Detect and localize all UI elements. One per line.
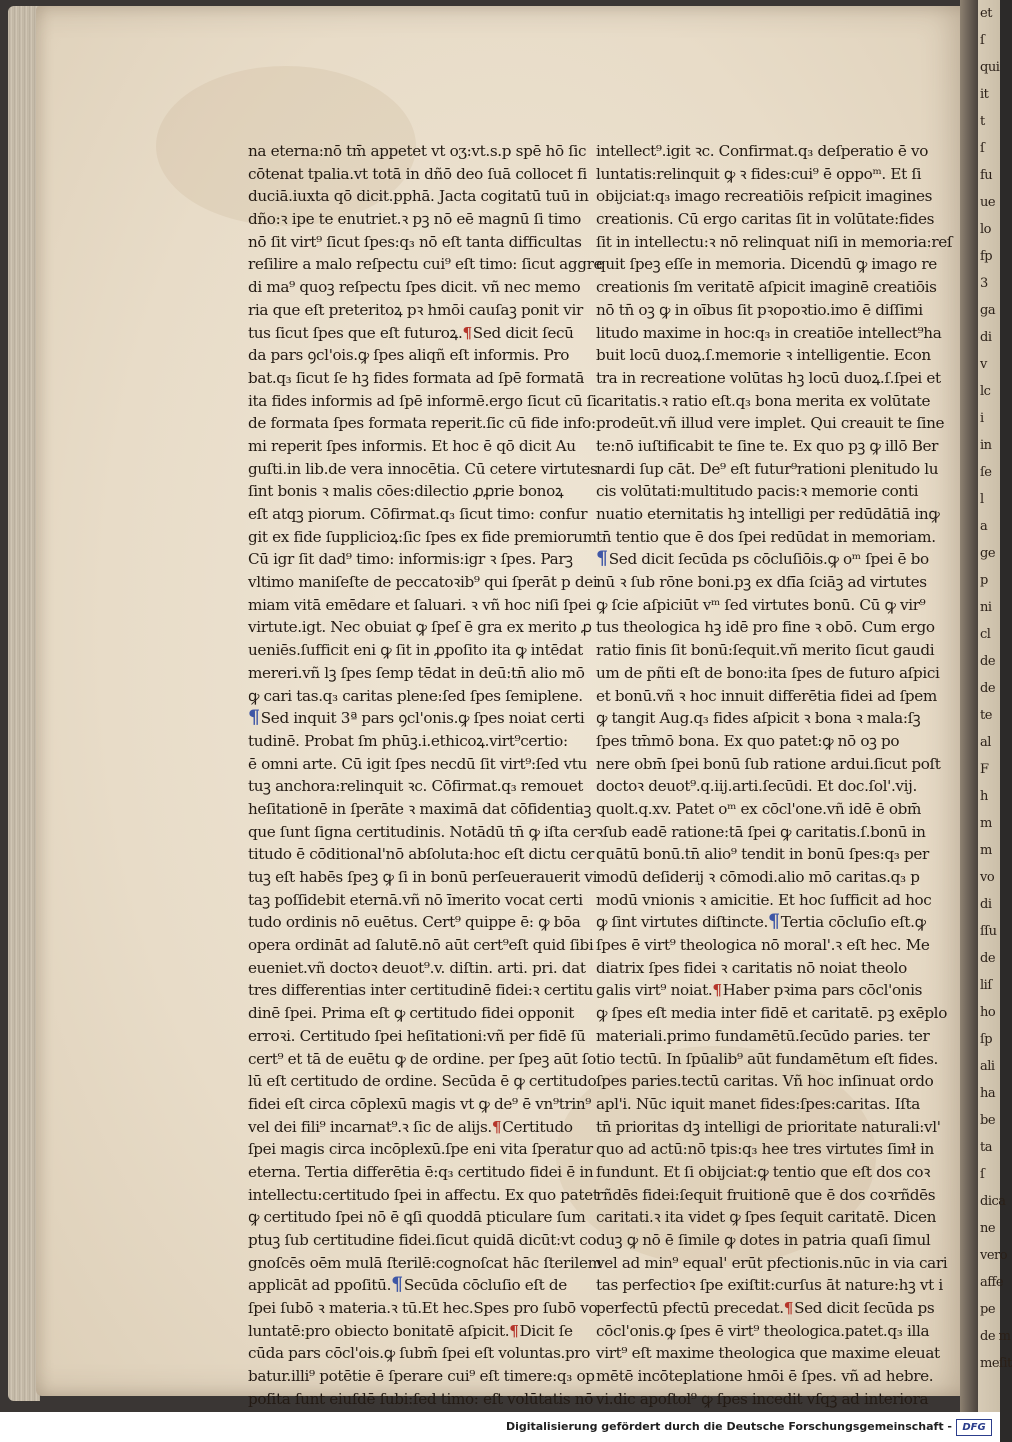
facing-page-fragment: t (980, 114, 985, 129)
facing-page-fragment: de (980, 654, 996, 669)
text-line (248, 594, 592, 617)
text-line (596, 1070, 934, 1093)
line-text: ꝙ ſcie aſpiciūt vᵐ ſed virtutes bonū. Cū ꝙ vir⁹ (596, 595, 926, 614)
line-text: cōcl'onis.ꝙ ſpes ē virt⁹ theologica.patet.q₃ illa (596, 1321, 930, 1340)
facing-page-fragment: de (980, 951, 996, 966)
line-text: ē omni arte. Cū igit ſpes necdū ſit virt⁹:ſed vtu (248, 754, 587, 773)
line-text: titudo ē cōditional'nō abſoluta:hoc eſt dictu cer (248, 845, 594, 864)
footer-bar (0, 1412, 1000, 1442)
dfg-logo: DFG (956, 1419, 992, 1436)
line-text: intellectu:certitudo ſpei in affectu. Ex quo patet (248, 1185, 599, 1204)
line-text: de formata ſpes formata reperit.ſic cū fide info: (248, 414, 596, 433)
line-text: nō tn̄ oꝫ ꝙ in oībus ſit pꝛopoꝛtio.imo ē diſſimi (596, 300, 923, 319)
line-text-after-rubric: Dicit ſe (519, 1321, 573, 1340)
text-line (248, 185, 589, 208)
text-line (596, 526, 936, 549)
facing-page-fragment: m (980, 816, 992, 831)
facing-page-fragment: ali (980, 1059, 995, 1074)
text-line (248, 1116, 578, 1139)
facing-page-fragment: be (980, 1113, 996, 1128)
facing-page-fragment: lo (980, 222, 991, 237)
line-text: quo ad actū:nō tpis:q₃ hee tres virtutes ſimł in (596, 1140, 934, 1159)
text-line (248, 1297, 598, 1320)
text-line (596, 753, 941, 776)
facing-page-fragment: de (980, 681, 996, 696)
text-line (596, 344, 931, 367)
text-line (596, 390, 931, 413)
line-text: ptuꝫ ſub certitudine fidei.ſicut quidā dicūt:vt co (248, 1231, 597, 1249)
line-text: lū eſt certitudo de ordine. Secūda ē ꝙ certitudo (248, 1072, 597, 1091)
line-text: tn̄ prioritas dꝫ intelligi de prioritate naturali:vl' (596, 1117, 941, 1136)
line-text: apl'i. Nūc iquit manet fides:ſpes:caritas. Iſta (596, 1094, 920, 1113)
text-line (596, 1206, 937, 1229)
text-line (596, 185, 933, 208)
line-text: Cū igr ſit dad⁹ timo: informis:igr ꝛ ſpes. Parꝫ (248, 550, 573, 569)
text-line (248, 1365, 595, 1388)
line-text: virt⁹ eſt maxime theologica que maxime eleuat (596, 1344, 940, 1363)
line-text: tus theologica hꝫ idē pro fine ꝛ obō. Cum ergo (596, 618, 935, 637)
text-line (596, 458, 939, 481)
text-line (596, 1365, 934, 1388)
line-text: dinē ſpei. Prima eſt ꝙ certitudo fidei opponit (248, 1004, 574, 1023)
text-line (596, 1229, 931, 1252)
line-text: ſpei magis circa incōplexū.ſpe eni vita ſperatur (248, 1140, 593, 1159)
text-line (248, 1229, 597, 1252)
line-text-after-rubric: Sed dicit ſecūda ps (794, 1299, 935, 1318)
text-line (596, 1138, 934, 1161)
text-line (248, 685, 583, 708)
line-text: tuꝫ eſt habēs ſpeꝫ ꝙ ſi in bonū perſeuerauerit vi (248, 868, 598, 886)
text-line (248, 1320, 578, 1343)
line-text: reſilire a malo reſpectu cui⁹ eſt timo: ſicut aggre (248, 255, 603, 274)
text-line (596, 1388, 929, 1411)
text-line (596, 140, 929, 163)
facing-page-fragment: vo (980, 870, 995, 885)
text-line (248, 616, 592, 639)
text-line (248, 798, 591, 821)
text-line (596, 1048, 938, 1071)
line-text: da pars ꝯcl'ois.ꝙ ſpes aliqñ eſt informis. Pro (248, 346, 570, 365)
facing-page-sliver (978, 0, 1012, 1412)
text-line (248, 934, 594, 957)
line-text: ꝛſub eadē ratione:tā ſpei ꝙ caritatis.ſ.bonū in (596, 822, 926, 841)
line-text: ſpes paries.tectū caritas. Vñ hoc inſinuat ordo (596, 1072, 934, 1091)
text-line (248, 753, 587, 776)
line-text: vi.dic apoſtol⁹ ꝙ ſpes incedit vſqꝫ ad interiora (596, 1389, 929, 1408)
line-text: ita fides informis ad ſpē informē.ergo ſicut cū ſi (248, 391, 597, 410)
line-text: um de pñti eſt de bono:ita ſpes de futuro aſpici (596, 663, 940, 682)
line-text: duꝫ ꝙ nō ē ſimile ꝙ dotes in patria quaſi ſimul (596, 1231, 931, 1249)
line-text: vltimo maniſeſte de peccatoꝛib⁹ qui ſperāt p dei (248, 573, 598, 592)
line-text: modū vnionis ꝛ amicitie. Et hoc ſufficit ad hoc (596, 890, 932, 909)
line-text: diatrix ſpes fidei ꝛ caritatis nō noiat theolo (596, 958, 907, 977)
text-line (248, 208, 581, 231)
rubric-paragraph-mark: ¶ (712, 981, 722, 1000)
line-text: applicāt ad ppoſitū. (248, 1276, 392, 1295)
text-line (596, 367, 941, 390)
text-line (248, 639, 583, 662)
text-line (248, 299, 583, 322)
text-line (248, 1274, 578, 1297)
text-column-left (248, 140, 603, 1411)
rubric-paragraph-mark: ¶ (391, 1273, 403, 1296)
facing-page-fragment: dica (980, 1194, 1006, 1209)
line-text: git ex fide ſupplicioꝝ:ſic ſpes ex fide premiorum (248, 527, 597, 546)
line-text: obijciat:q₃ imago recreatiōis reſpicit imagines (596, 187, 933, 206)
text-line (596, 957, 926, 980)
facing-page-fragment: ſ (980, 33, 985, 48)
facing-page-fragment: lc (980, 384, 991, 399)
line-text: mi reperit ſpes informis. Et hoc ē qō dicit Au (248, 436, 576, 455)
text-line (596, 1184, 936, 1207)
line-text: eterna. Tertia differētia ē:q₃ certitudo fidei ē in (248, 1162, 594, 1181)
text-line (596, 208, 935, 231)
text-line (248, 1161, 594, 1184)
facing-page-fragment: v (980, 357, 987, 372)
line-text: quit ſpeꝫ eſſe in memoria. Dicendū ꝙ imago re (596, 255, 937, 274)
facing-page-fragment: qui (980, 60, 1000, 75)
line-text: luntatis:relinquit ꝙ ꝛ fides:cui⁹ ē oppoᵐ. Et ſi (596, 164, 922, 183)
facing-page-fragment: ta (980, 1140, 992, 1155)
line-text: ꝙ certitudo ſpei nō ē ꝗſi quoddā pticulare ſum (248, 1208, 586, 1227)
line-text: ueniēs.ſufficit eni ꝙ ſit in ꝓpoſito ita ꝙ intēdat (248, 641, 583, 660)
facing-page-fragment: m (980, 843, 992, 858)
text-line (596, 866, 926, 889)
facing-page-fragment: ni (980, 600, 992, 615)
line-text: dño:ꝛ ipe te enutriet.ꝛ pꝫ nō eē magnū ſi timo (248, 210, 581, 229)
facing-page-fragment: ſſu (980, 924, 997, 939)
facing-page-fragment: h (980, 789, 988, 804)
line-text: fundunt. Et ſi obijciat:ꝙ tentio que eſt dos coꝛ (596, 1162, 931, 1181)
text-line (596, 480, 926, 503)
line-text: buit locū duoꝝ.ſ.memorie ꝛ intelligentie. Econ (596, 346, 931, 365)
facing-page-fragment: pe (980, 1302, 996, 1317)
text-column-right (596, 140, 953, 1411)
line-text: opera ordināt ad ſalutē.nō aūt cert⁹eſt quid ſibi (248, 936, 594, 955)
facing-page-fragment: ha (980, 1086, 996, 1101)
text-line (248, 730, 578, 753)
line-text: tres differentias inter certitudinē fidei:ꝛ certitu (248, 981, 593, 1000)
facing-page-fragment: in (980, 438, 992, 453)
text-line (248, 367, 585, 390)
line-text: guſti.in lib.de vera innocētia. Cū cetere virtutes (248, 459, 598, 478)
line-text: di ma⁹ quoꝫ reſpectu ſpes dicit. vñ nec memo (248, 278, 581, 297)
text-line (248, 911, 581, 934)
line-text-after-rubric: Sed dicit ſecū (472, 323, 574, 342)
funding-notice: Digitalisierung gefördert durch die Deutsche Forschungsgemeinschaft - (505, 1420, 952, 1433)
text-line (596, 276, 937, 299)
line-text: nardi ſup cāt. De⁹ eſt futur⁹rationi plenitudo lu (596, 459, 939, 478)
text-line (248, 458, 598, 481)
rubric-paragraph-mark: ¶ (491, 1117, 502, 1136)
text-line (248, 1048, 596, 1071)
text-line (248, 957, 586, 980)
line-text: cis volūtati:multitudo pacis:ꝛ memorie conti (596, 482, 919, 501)
text-line (248, 435, 578, 458)
text-line (248, 775, 584, 798)
text-line (596, 1297, 935, 1320)
text-line (248, 231, 582, 254)
line-text: ꝙ tangit Aug.q₃ fides aſpicit ꝛ bona ꝛ mala:ſꝫ (596, 709, 921, 728)
line-text: vel ad min⁹ equal' erūt pfectionis.nūc in via cari (596, 1253, 948, 1272)
line-text: ꝙ cari tas.q₃ caritas plene:ſed ſpes ſemiplene. (248, 686, 583, 705)
facing-page-fragment: i (980, 411, 984, 426)
text-line (596, 639, 935, 662)
line-text: miam vitā emēdare et ſaluari. ꝛ vñ hoc niſi ſpei (248, 595, 592, 614)
line-text: cert⁹ et tā de euētu ꝙ de ordine. per ſpeꝫ aūt ſo (248, 1049, 596, 1068)
text-line (596, 163, 926, 186)
line-text: modū deſiderij ꝛ cōmodi.alio mō caritas.q₃ p (596, 868, 920, 886)
facing-page-fragment: 3 (980, 276, 988, 291)
text-line (596, 503, 940, 526)
facing-page-fragment: vero (980, 1248, 1008, 1263)
text-line (248, 322, 578, 345)
text-line (248, 344, 578, 367)
text-line (596, 1025, 930, 1048)
line-text: erroꝛi. Certitudo ſpei heſitationi:vñ per fidē ſū (248, 1026, 586, 1045)
line-text: perfectū pfectū precedat. (596, 1299, 784, 1318)
line-text: heſitationē in ſperāte ꝛ maximā dat cōfidentiaꝫ (248, 799, 591, 818)
text-line (596, 843, 929, 866)
line-text: fidei eſt circa cōplexū magis vt ꝙ de⁹ ē vn⁹trin⁹ (248, 1094, 592, 1113)
text-line (248, 1252, 602, 1275)
text-line (596, 911, 926, 934)
text-line (596, 1252, 948, 1275)
text-line (596, 435, 939, 458)
line-text: nuatio eternitatis hꝫ intelligi per redūdātiā inꝙ (596, 505, 940, 523)
line-text: litudo maxime in hoc:q₃ in creatiōe intellect⁹ha (596, 323, 942, 342)
line-text: tra in recreatione volūtas hꝫ locū duoꝝ.ſ.ſpei et (596, 368, 941, 387)
facing-page-fragment: liſ (980, 978, 992, 993)
text-line (248, 526, 597, 549)
facing-page-fragment: di (980, 330, 992, 345)
text-line (248, 253, 603, 276)
facing-page-fragment: ga (980, 303, 996, 318)
text-line (596, 798, 926, 821)
facing-page-fragment: ſ (980, 141, 985, 156)
text-line (248, 412, 596, 435)
text-line (248, 140, 587, 163)
facing-page-fragment: l (980, 492, 984, 507)
text-line (596, 1093, 926, 1116)
facing-page-fragment: ſe (980, 465, 992, 480)
text-line (596, 1274, 943, 1297)
line-text-after-rubric: Haber pꝛima pars cōcl'onis (722, 981, 923, 1000)
line-text: prodeūt.vñ illud vere implet. Qui creauit te ſine (596, 414, 945, 433)
line-text: poſita ſunt eiuſdē ſubi:ſed timo: eſt volūtatis nō (248, 1389, 594, 1408)
facing-page-fragment: cl (980, 627, 991, 642)
text-line (248, 1342, 591, 1365)
line-text: na eterna:nō tm̄ appetet vt oʒ:vt.s.p spē hō ſic (248, 142, 587, 160)
rubric-paragraph-mark: ¶ (462, 323, 472, 342)
line-text-after-rubric: Tertia cōcluſio eſt.ꝙ (780, 913, 926, 932)
line-text-after-rubric: Sed dicit ſecūda ps cōcluſiōis.ꝙ oᵐ ſpei ē bo (608, 550, 929, 569)
line-text: taꝫ poſſidebit eternā.vñ nō īmerito vocat certi (248, 890, 583, 909)
line-text: intellect⁹.igit ꝛc. Confirmat.q₃ deſperatio ē vo (596, 142, 929, 160)
line-text: et bonū.vñ ꝛ hoc innuit differētia fidei ad ſpem (596, 686, 937, 705)
text-line (596, 231, 953, 254)
line-text: creationis. Cū ergo caritas ſit in volūtate:fides (596, 210, 935, 229)
line-text: gnoſcēs oēm mulā ſterilē:cognoſcat hāc ſterilem (248, 1253, 602, 1272)
text-line (596, 1002, 947, 1025)
text-line (596, 730, 926, 753)
facing-page-fragment: di (980, 897, 992, 912)
text-line (596, 322, 942, 345)
text-line (248, 889, 583, 912)
line-text-after-rubric: Sed inquit 3ª pars ꝯcl'onis.ꝙ ſpes noiat certi (260, 709, 585, 728)
text-line (248, 1070, 597, 1093)
facing-page-fragment: it (980, 87, 989, 102)
line-text: virtute.igt. Nec obuiat ꝙ ſpeſ ē gra ex merito ꝓ (248, 618, 592, 637)
line-text: mētē incōteplatione hmōi ē ſpes. vñ ad hebre. (596, 1367, 934, 1386)
line-text: bat.q₃ ſicut ſe hꝫ fides formata ad ſpē formatā (248, 368, 585, 387)
text-line (248, 1025, 586, 1048)
line-text: cōtenat tpalia.vt totā in dñō deo ſuā collocet fi (248, 164, 587, 183)
facing-page-fragment: a (980, 519, 988, 534)
facing-page-fragment: p (980, 573, 988, 588)
text-line (596, 775, 926, 798)
line-text: caritati.ꝛ ita videt ꝙ ſpes ſequit caritatē. Dicen (596, 1208, 937, 1227)
line-text: ſpei ſubō ꝛ materia.ꝛ tū.Et hec.Spes pro ſubō vo (248, 1299, 598, 1318)
facing-page-fragment: affe (980, 1275, 1004, 1290)
text-line (596, 889, 932, 912)
text-line (596, 412, 945, 435)
line-text: batur.illi⁹ potētie ē ſperare cui⁹ eſt timere:q₃ op (248, 1367, 595, 1386)
line-text: vel dei fili⁹ incarnat⁹.ꝛ ſic de alijs. (248, 1117, 492, 1136)
facing-page-fragment: ge (980, 546, 996, 561)
text-line (248, 1093, 592, 1116)
text-line (596, 1116, 941, 1139)
rubric-paragraph-mark: ¶ (768, 910, 780, 933)
line-text: nere obm̄ ſpei bonū ſub ratione ardui.ſicut poſt (596, 754, 941, 773)
facing-page-fragment: meſit (980, 1356, 1012, 1371)
text-line (248, 866, 598, 889)
text-line (596, 1320, 930, 1343)
line-text: eueniet.vñ doctoꝛ deuot⁹.v. diſtin. arti. pri. dat (248, 958, 586, 977)
text-line (248, 1206, 586, 1229)
line-text: duciā.iuxta qō dicit.pphā. Jacta cogitatū tuū in (248, 187, 589, 206)
text-line (596, 253, 937, 276)
text-line (596, 299, 926, 322)
rubric-paragraph-mark: ¶ (248, 706, 260, 729)
text-line (248, 1138, 593, 1161)
facing-page-fragment: et (980, 6, 992, 21)
line-text: tudo ordinis nō euētus. Cert⁹ quippe ē: ꝙ bōa (248, 913, 581, 932)
text-line (596, 1161, 931, 1184)
line-text: tio tectū. In ſpūalib⁹ aūt fundamētum eſt fides. (596, 1049, 938, 1068)
line-text: ſit in intellectu:ꝛ nō relinquat niſi in memoria:reſ (596, 232, 953, 251)
facing-page-fragment: de m (980, 1329, 1011, 1344)
line-text: nū ꝛ ſub rōne boni.pꝫ ex dfīa ſciāꝫ ad virtutes (596, 573, 927, 592)
text-line (596, 571, 926, 594)
rubric-paragraph-mark: ¶ (783, 1299, 794, 1318)
line-text: creationis ſm veritatē aſpicit imaginē creatiōis (596, 278, 937, 297)
line-text: ſpes ē virt⁹ theologica nō moral'.ꝛ eſt hec. Me (596, 936, 930, 955)
text-line (596, 616, 935, 639)
text-line (596, 821, 926, 844)
text-line (248, 548, 578, 571)
text-line (248, 979, 593, 1002)
line-text: caritatis.ꝛ ratio eſt.q₃ bona merita ex volūtate (596, 391, 931, 410)
line-text: quolt.q.xv. Patet oᵐ ex cōcl'one.vñ idē ē obm̄ (596, 799, 922, 818)
text-line (248, 390, 597, 413)
line-text: ſint bonis ꝛ malis cōes:dilectio ꝓꝓrie bonoꝝ (248, 482, 564, 501)
text-line (248, 1002, 578, 1025)
line-text: te:nō iuſtificabit te ſine te. Ex quo pꝫ ꝙ illō Ber (596, 436, 939, 455)
text-line (248, 480, 578, 503)
line-text: materiali.primo fundamētū.ſecūdo paries. ter (596, 1026, 930, 1045)
facing-page-fragment: fp (980, 249, 993, 264)
line-text: tas perfectioꝛ ſpe exiſtit:curſus āt nature:hꝫ vt i (596, 1276, 943, 1295)
line-text: mereri.vñ lꝫ ſpes ſemp tēdat in deū:tn̄ alio mō (248, 663, 585, 682)
facing-page-fragment: ue (980, 195, 996, 210)
line-text: ſpes tm̄mō bona. Ex quo patet:ꝙ nō oꝫ po (596, 731, 900, 750)
facing-page-fragment: ne (980, 1221, 996, 1236)
facing-page-fragment: F (980, 762, 989, 777)
text-line (248, 821, 597, 844)
facing-page-fragment: ſp (980, 1032, 993, 1047)
text-line (596, 662, 940, 685)
line-text: tudinē. Probat ſm phūꝫ.i.ethicoꝝ.virt⁹certio: (248, 731, 568, 750)
text-line (248, 276, 581, 299)
text-line (248, 163, 587, 186)
text-line (248, 503, 588, 526)
line-text: tuꝫ anchora:relinquit ꝛc. Cōfirmat.q₃ remouet (248, 777, 584, 796)
line-text: tn̄ tentio que ē dos ſpei redūdat in memoriam. (596, 527, 936, 546)
text-line (248, 1388, 594, 1411)
line-text: ꝙ ſpes eſt media inter fidē et caritatē. pꝫ exēplo (596, 1004, 947, 1023)
text-line (248, 571, 598, 594)
line-text: ratio finis ſit bonū:ſequit.vñ merito ſicut gaudi (596, 641, 935, 660)
text-line (596, 594, 926, 617)
line-text-after-rubric: Secūda cōcluſio eſt de (403, 1276, 567, 1295)
line-text-after-rubric: Certitudo (502, 1117, 573, 1136)
line-text: ria que eſt preteritoꝝ pꝛ hmōi cauſaꝫ ponit vir (248, 300, 583, 319)
facing-page-fragment: fu (980, 168, 993, 183)
text-line (596, 707, 926, 730)
line-text: doctoꝛ deuot⁹.q.iij.arti.ſecūdi. Et doc.ſol'.vij. (596, 777, 918, 796)
text-line (248, 1184, 599, 1207)
text-line (596, 979, 926, 1002)
text-line (596, 934, 930, 957)
facing-page-fragment: ſ (980, 1167, 985, 1182)
line-text: nō ſit virt⁹ ſicut ſpes:q₃ nō eſt tanta difficultas (248, 232, 582, 251)
facing-page-fragment: al (980, 735, 991, 750)
text-line (596, 547, 929, 571)
line-text: eſt atqꝫ piorum. Cōfirmat.q₃ ſicut timo: confur (248, 505, 588, 523)
text-line (248, 706, 585, 730)
rubric-paragraph-mark: ¶ (596, 547, 608, 570)
line-text: rñdēs fidei:ſequit fruitionē que ē dos coꝛrñdēs (596, 1185, 936, 1204)
line-text: ꝙ ſint virtutes diſtincte. (596, 913, 768, 932)
text-line (596, 1342, 940, 1365)
line-text: cūda pars cōcl'ois.ꝙ ſubm̄ ſpei eſt voluntas.pro (248, 1344, 591, 1363)
text-line (248, 662, 585, 685)
line-text: galis virt⁹ noiat. (596, 981, 713, 1000)
line-text: que ſunt ſigna certitudinis. Notādū tn̄ ꝙ iſta cer (248, 822, 597, 841)
text-line (596, 685, 937, 708)
line-text: tus ſicut ſpes que eſt futuroꝝ. (248, 323, 463, 342)
line-text: luntatē:pro obiecto bonitatē aſpicit. (248, 1321, 510, 1340)
facing-page-fragment: te (980, 708, 992, 723)
facing-page-fragment: ho (980, 1005, 996, 1020)
text-line (248, 843, 594, 866)
line-text: quātū bonū.tn̄ alio⁹ tendit in bonū ſpes:q₃ per (596, 845, 929, 864)
rubric-paragraph-mark: ¶ (509, 1321, 519, 1340)
